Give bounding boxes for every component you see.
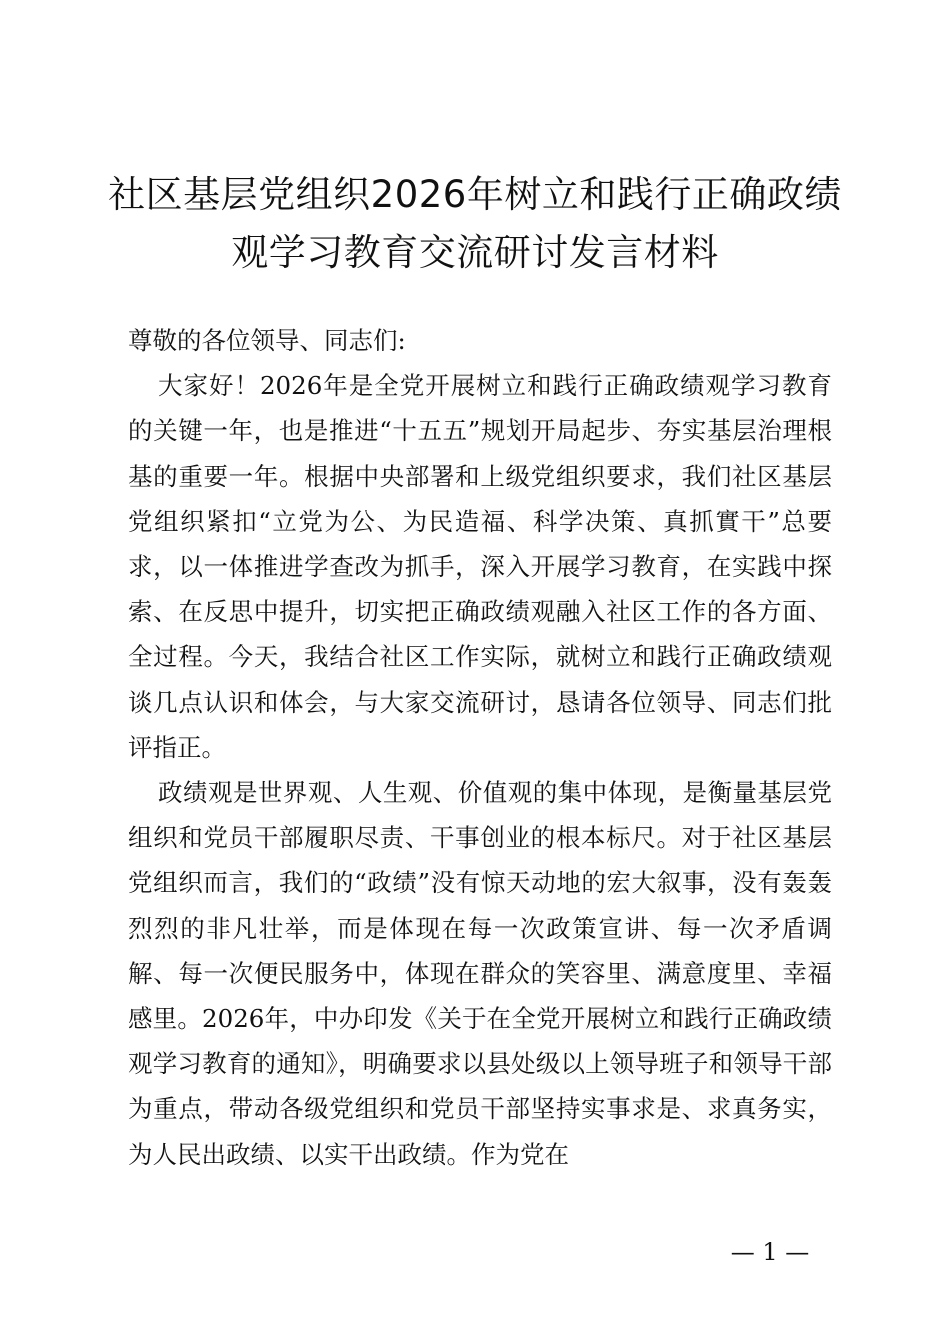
title-line-2: 观学习教育交流研讨发言材料: [231, 231, 719, 274]
paragraph-1: 大家好！2026年是全党开展树立和践行正确政绩观学习教育的关键一年，也是推进“十五五”规划开局起步、夯实基层治理根基的重要一年。根据中央部署和上级党组织要求，我们社区基层党组织紧扣“立党为公、为民造福、科学决策、真抓實干”总要求，以一体推进学查改为抓手，深入开展学习教育，在实践中探索、在反思中提升，切实把正确政绩观融入社区工作的各方面、全过程。今天，我结合社区工作实际，就树立和践行正确政绩观谈几点认识和体会，与大家交流研讨，恳请各位领导、同志们批评指正。: [128, 371, 832, 762]
document-body: [128, 318, 832, 1177]
paragraph-2: 政绩观是世界观、人生观、价值观的集中体现，是衡量基层党组织和党员干部履职尽责、干事创业的根本标尺。对于社区基层党组织而言，我们的“政绩”没有惊天动地的宏大叙事，没有轰轰烈烈的非凡壮举，而是体现在每一次政策宣讲、每一次矛盾调解、每一次便民服务中，体现在群众的笑容里、满意度里、幸福感里。2026年，中办印发《关于在全党开展树立和践行正确政绩观学习教育的通知》，明确要求以县处级以上领导班子和领导干部为重点，带动各级党组织和党员干部坚持实事求是、求真务实，为人民出政绩、以实干出政绩。作为党在: [128, 778, 832, 1169]
title-line-1: 社区基层党组织2026年树立和践行正确政绩: [108, 173, 842, 216]
salutation: 尊敬的各位领导、同志们:: [128, 326, 406, 355]
page-number: — 1 —: [730, 1238, 810, 1266]
document-title: [90, 166, 860, 282]
